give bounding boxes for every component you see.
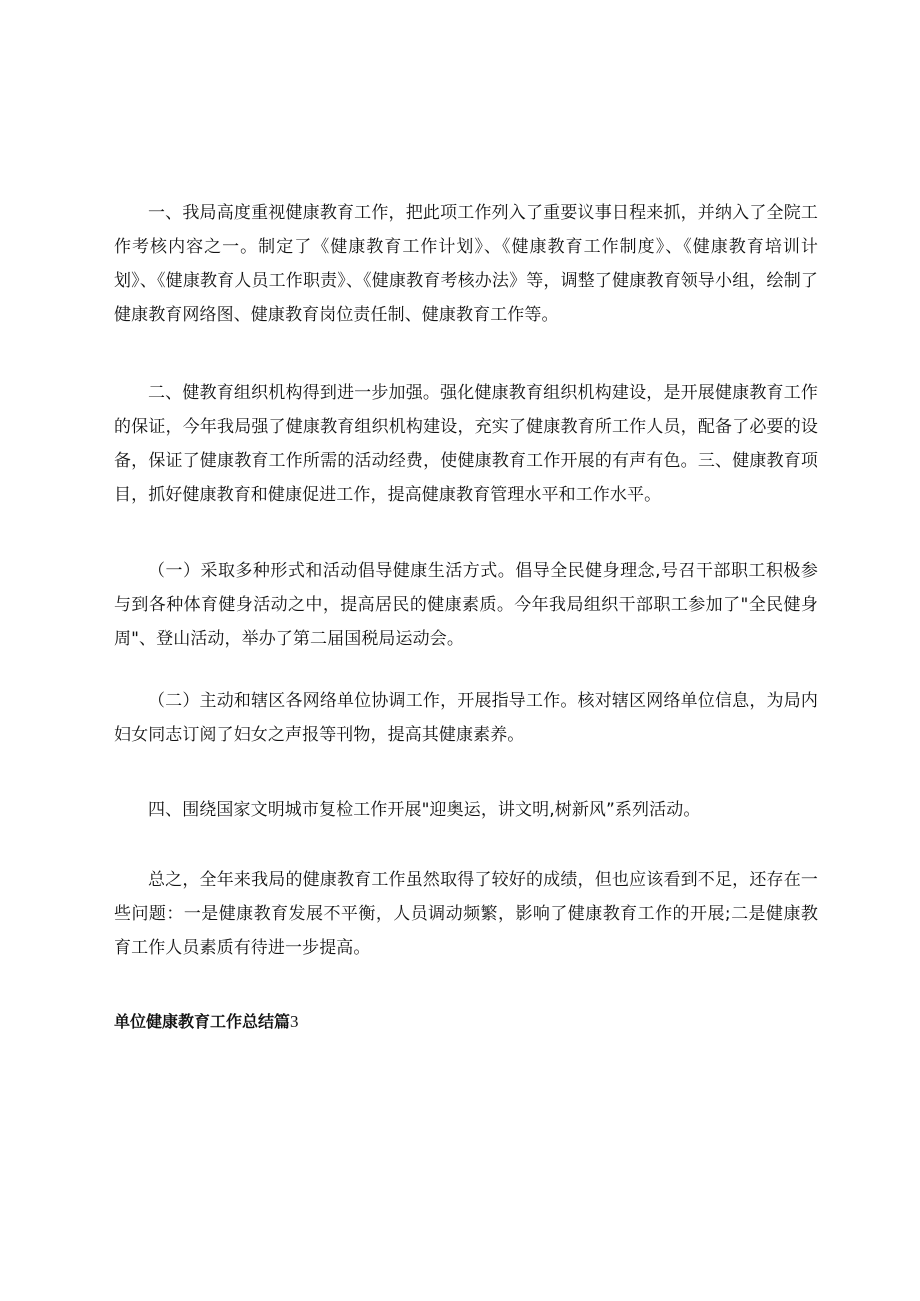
paragraph-5: 四、围绕国家文明城市复检工作开展"迎奥运，讲文明,树新风”系列活动。 — [148, 800, 701, 820]
paragraph-2: 二、健教育组织机构得到进一步加强。强化健康教育组织机构建设，是开展健康教育工作的保证，今年我局强了健康教育组织机构建设，充实了健康教育所工作人员，配备了必要的设备，保证了健康教育工作所需的活动经费，使健康教育工作开展的有声有色。三、健康教育项目，抓好健康教育和健康促进工作，提高健康教育管理水平和工作水平。 — [114, 383, 818, 505]
section-heading-text: 单位健康教育工作总结篇 — [114, 1012, 291, 1031]
paragraph-4: （二）主动和辖区各网络单位协调工作，开展指导工作。核对辖区网络单位信息，为局内妇女同志订阅了妇女之声报等刊物，提高其健康素养。 — [114, 691, 818, 745]
paragraph-3: （一）采取多种形式和活动倡导健康生活方式。倡导全民健身理念,号召干部职工积极参与到各种体育健身活动之中，提高居民的健康素质。今年我局组织干部职工参加了"全民健身周"、登山活动，举办了第二届国税局运动会。 — [114, 561, 818, 649]
section-heading — [114, 1006, 299, 1038]
paragraph-1: 一、我局高度重视健康教育工作，把此项工作列入了重要议事日程来抓，并纳入了全院工作考核内容之一。制定了《健康教育工作计划》、《健康教育工作制度》、《健康教育培训计划》、《健康教育人员工作职责》、《健康教育考核办法》等，调整了健康教育领导小组，绘制了健康教育网络图、健康教育岗位责任制、健康教育工作等。 — [114, 203, 818, 325]
section-heading-number: 3 — [290, 1012, 299, 1031]
paragraph-6: 总之，全年来我局的健康教育工作虽然取得了较好的成绩，但也应该看到不足，还存在一些问题：一是健康教育发展不平衡，人员调动频繁，影响了健康教育工作的开展;二是健康教育工作人员素质有待进一步提高。 — [114, 870, 818, 958]
